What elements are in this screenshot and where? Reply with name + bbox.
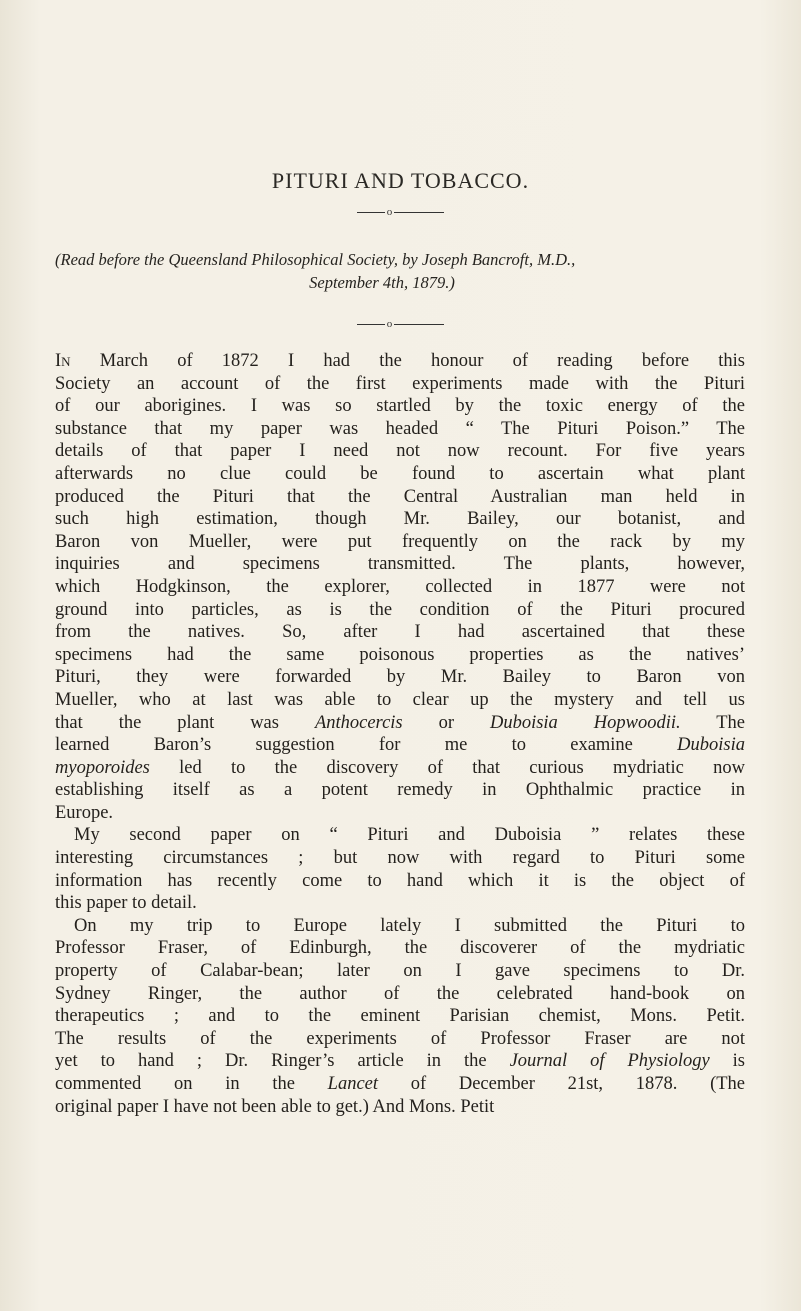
text-line bbox=[55, 915, 745, 938]
text-line bbox=[55, 689, 745, 712]
text-run: Mueller, who at last was able to clear up the mystery and tell us bbox=[55, 689, 745, 710]
text-line bbox=[55, 757, 745, 780]
text-run: of our aborigines. I was so startled by the toxic energy of the bbox=[55, 396, 745, 417]
text-run: such high estimation, though Mr. Bailey, our botanist, and bbox=[55, 509, 745, 530]
text-line bbox=[55, 553, 745, 576]
text-line bbox=[55, 531, 745, 554]
text-run: ground into particles, as is the condition of the Pituri procured bbox=[55, 599, 745, 620]
text-line bbox=[55, 824, 745, 847]
text-run: therapeutics ; and to the eminent Parisian chemist, Mons. Petit. bbox=[55, 1006, 745, 1027]
text-line bbox=[55, 373, 745, 396]
text-line bbox=[55, 395, 745, 418]
text-run: commented on in the bbox=[55, 1074, 328, 1094]
text-run: The results of the experiments of Professor Fraser are not bbox=[55, 1028, 745, 1049]
divider-rule bbox=[394, 324, 444, 325]
text-line bbox=[55, 734, 745, 757]
text-run: property of Calabar-bean; later on I gave specimens to Dr. bbox=[55, 961, 745, 982]
text-line bbox=[55, 1028, 745, 1051]
text-run: yet to hand ; Dr. Ringer’s article in the bbox=[55, 1051, 510, 1072]
text-line bbox=[55, 440, 745, 463]
text-line bbox=[55, 1073, 745, 1096]
text-line bbox=[55, 1050, 745, 1073]
divider-rule bbox=[357, 324, 385, 325]
text-line bbox=[55, 508, 745, 531]
text-line bbox=[55, 463, 745, 486]
text-run: inquiries and specimens transmitted. The plants, however, bbox=[55, 554, 745, 575]
ornamental-divider-top bbox=[0, 206, 801, 218]
page-title: PITURI AND TOBACCO. bbox=[271, 168, 530, 193]
text-line bbox=[55, 802, 745, 825]
text-run: My second paper on “ Pituri and Duboisia ” relates these bbox=[74, 825, 745, 846]
text-run: Pituri, they were forwarded by Mr. Bailey to Baron von bbox=[55, 667, 745, 688]
text-line bbox=[55, 847, 745, 870]
text-run: learned Baron’s suggestion for me to examine bbox=[55, 735, 678, 756]
text-line bbox=[55, 350, 745, 373]
ornamental-divider-bottom bbox=[0, 318, 801, 330]
text-line bbox=[55, 712, 745, 735]
text-run: details of that paper I need not now recount. For five years bbox=[55, 441, 745, 462]
text-run: Society an account of the first experiments made with the Pituri bbox=[55, 373, 745, 394]
text-run: which Hodgkinson, the explorer, collected in 1877 were not bbox=[55, 576, 745, 597]
text-run: from the natives. So, after I had ascertained that these bbox=[55, 622, 745, 643]
text-run: substance that my paper was headed “ The Pituri Poison.” The bbox=[55, 418, 745, 439]
text-run: Sydney Ringer, the author of the celebrated hand-book on bbox=[55, 983, 745, 1004]
small-caps-text: In bbox=[55, 351, 71, 371]
text-run: The bbox=[680, 712, 745, 733]
paragraph bbox=[55, 824, 745, 914]
article-body bbox=[55, 350, 745, 1118]
paragraph bbox=[55, 350, 745, 824]
text-run: is bbox=[709, 1051, 745, 1072]
italic-text: Duboisia Hopwoodii. bbox=[489, 712, 681, 733]
text-run: that the plant was bbox=[55, 712, 315, 733]
text-run: produced the Pituri that the Central Australian man held in bbox=[55, 486, 745, 507]
text-line bbox=[55, 779, 745, 802]
text-run: original paper I have not been able to get.) And Mons. Petit bbox=[55, 1096, 495, 1117]
divider-rule bbox=[394, 212, 444, 213]
text-run: March of 1872 I had the honour of reading before this bbox=[70, 351, 745, 371]
paragraph bbox=[55, 915, 745, 1118]
italic-text: Lancet bbox=[327, 1074, 379, 1094]
text-run: Baron von Mueller, were put frequently on the rack by my bbox=[55, 531, 745, 552]
italic-text: Duboisia bbox=[677, 735, 745, 756]
text-line bbox=[55, 599, 745, 622]
divider-mark: o bbox=[386, 318, 393, 331]
text-run: or bbox=[402, 712, 490, 733]
text-line bbox=[55, 418, 745, 441]
text-run: specimens had the same poisonous properties as the natives’ bbox=[55, 644, 745, 665]
text-line bbox=[55, 960, 745, 983]
divider-mark: o bbox=[386, 206, 393, 219]
reading-note-line-1: (Read before the Queensland Philosophical Society, by Joseph Bancroft, M.D., bbox=[55, 250, 576, 269]
text-run: of December 21st, 1878. (The bbox=[378, 1074, 746, 1094]
text-line bbox=[55, 892, 745, 915]
text-run: afterwards no clue could be found to ascertain what plant bbox=[55, 463, 745, 484]
italic-text: Journal of Physiology bbox=[509, 1051, 710, 1072]
text-line bbox=[55, 576, 745, 599]
text-line bbox=[55, 644, 745, 667]
divider-rule bbox=[357, 212, 385, 213]
italic-text: myoporoides bbox=[55, 757, 150, 778]
text-run: information has recently come to hand which it is the object of bbox=[55, 870, 745, 891]
text-line bbox=[55, 621, 745, 644]
text-line bbox=[55, 1005, 745, 1028]
text-line bbox=[55, 486, 745, 509]
italic-text: Anthocercis bbox=[314, 712, 403, 733]
text-run: Professor Fraser, of Edinburgh, the discoverer of the mydriatic bbox=[55, 938, 745, 959]
text-line bbox=[55, 937, 745, 960]
text-line bbox=[55, 666, 745, 689]
text-run: this paper to detail. bbox=[55, 893, 197, 914]
reading-note-line-2: September 4th, 1879.) bbox=[309, 273, 455, 292]
reading-note bbox=[55, 248, 745, 294]
text-line bbox=[55, 870, 745, 893]
text-run: led to the discovery of that curious mydriatic now bbox=[149, 757, 745, 778]
text-line bbox=[55, 983, 745, 1006]
text-line bbox=[55, 1096, 745, 1119]
text-run: Europe. bbox=[55, 802, 114, 823]
text-run: interesting circumstances ; but now with regard to Pituri some bbox=[55, 848, 745, 869]
text-run: establishing itself as a potent remedy in Ophthalmic practice in bbox=[55, 780, 745, 801]
text-run: On my trip to Europe lately I submitted the Pituri to bbox=[74, 915, 745, 936]
